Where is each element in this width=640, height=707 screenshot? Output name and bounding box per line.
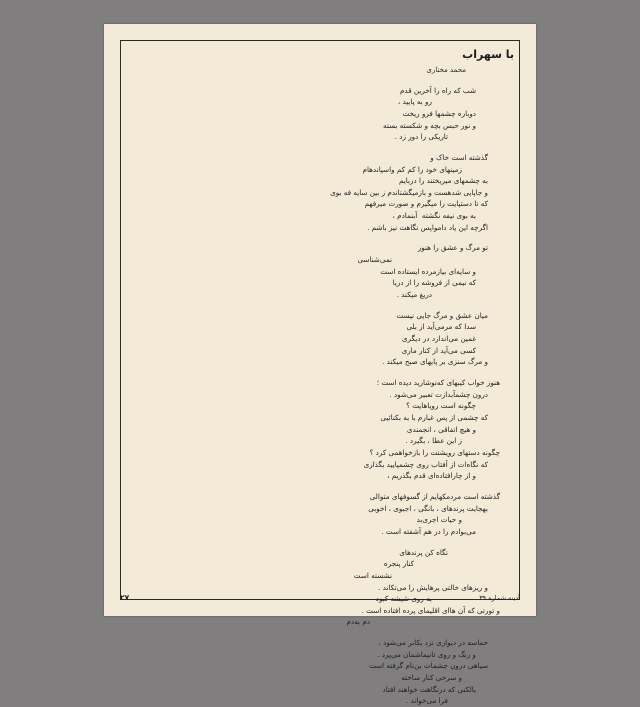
poem-line: درون چشمآبدازت تعبیر می‌شود .	[389, 389, 488, 399]
poem-body	[122, 85, 518, 707]
poem-line: و رنگ و روی تانیماشمان می‌پرد .	[377, 649, 476, 659]
poem-line: گذشته است مردمکهایم از گسوفهای متوالی	[369, 491, 500, 501]
poem-line: سدا که مرمی‌آید از بلی	[406, 322, 476, 332]
poem-stanza	[128, 377, 510, 482]
poem-stanza	[128, 85, 510, 143]
poem-line: نمی‌شناسی	[357, 255, 392, 265]
poem-line: به بوی نیفه‌ نگشته ‌ آبنمادم ،	[392, 211, 476, 221]
poem-stanza	[128, 491, 510, 538]
poem-line: غمین می‌اندازد در دیگری	[401, 334, 476, 344]
poem-line: دریغ میکند .	[396, 290, 432, 300]
poem-line: زمینهای خود را کم کم واسپاندهام	[362, 164, 462, 174]
poem-line: تو مرگ و عشق را هنوز	[417, 243, 488, 253]
poem-line: نشسته است	[353, 570, 392, 580]
poem-line: و تورتی که آن ها‌ای اقلیمای پرده افتاده است .	[361, 605, 500, 615]
poem-line: اگرچه این یاد دامواپس نگاهت نیز باشم .	[367, 222, 488, 232]
poem-author: محمد مختاری	[426, 66, 466, 75]
poem-stanza	[128, 152, 510, 234]
poem-line: چگونه است رویاهایت ؟	[406, 401, 476, 411]
poem-stanza	[128, 242, 510, 300]
poem-line: دوباره چشمها فرو ریخت	[402, 108, 476, 118]
poem-title: با سهراب	[462, 48, 514, 61]
poem-line: چگونه دستهای رویشتت را بازخواهمی کرد ؟	[369, 447, 500, 457]
poem-line: حماسه‌ در دیواری نزد بکابر می‌شود ،	[378, 638, 488, 648]
page-footer	[120, 593, 520, 602]
page-number: ۲۷	[120, 593, 130, 602]
poem-stanza	[128, 310, 510, 368]
poem-line: و سرخی کنار ساخته	[401, 673, 462, 683]
poem-line: و هیچ اتفاقی ، انجمندی	[406, 424, 476, 434]
journal-name: آدینه شماره ۳۹	[479, 594, 520, 602]
poem-line: فرا می‌خواند .	[405, 696, 448, 706]
poem-line: هنوز خواب کیبهای که‌نوشارید دیده است ؛	[376, 378, 500, 388]
poem-line: که نگاه‌ات از آفتاب روی چشمپایید بگذاری	[363, 459, 488, 469]
poem-line: رو به پایید ،	[397, 97, 432, 107]
poem-line: تاریکی را دور زد .	[394, 132, 448, 142]
footer-rule	[122, 587, 518, 588]
poem-line: که تا دستپایت را میگیرم و صورت میرفهم	[364, 199, 488, 209]
poem-line: سیاهی درون چشمات بن‌نام گرفته است	[368, 661, 488, 671]
poem-line: بالکنی که درنگاهت خواهند افتاد	[382, 684, 476, 694]
poem-line: شب که راه را آخرین قدم	[399, 85, 476, 95]
poem-line: ز این عطا ، بگیرد .	[405, 436, 462, 446]
poem-line: و حیات اجری‌بد	[416, 515, 462, 525]
poem-line: نگاه کن پرندهای	[399, 547, 448, 557]
poem-line: و مرگ سنزی بر پایهای صبح میکند .	[382, 357, 488, 367]
poem-line: و سایه‌ای بیازمرده ایستاده است	[380, 266, 476, 276]
poem-line: که نیمی از فروشه را از دریا	[392, 278, 476, 288]
poem-line: میان عشق و مرگ جایی نیست	[396, 310, 488, 320]
poem-line: بهجایت پرندهای ، بانگی ، اجبوی ، اخوبی	[368, 503, 488, 513]
poem-line: به چشمهای میریختند را دربایم	[399, 176, 488, 186]
poem-line: می‌بوادم را در هم آشفته است .	[381, 526, 476, 536]
poem-stanza	[128, 637, 510, 707]
scanned-page	[104, 24, 536, 706]
poem-line: و نور حبس بچه و شکسته بسته	[383, 120, 476, 130]
poem-line: کسی می‌آید از کنار ماری	[401, 345, 476, 355]
poem-line: به روی شیشه‌ کبود	[375, 594, 432, 604]
poem-line: کنار پنجره	[383, 559, 414, 569]
poem-line: که چشمی از پس غبارم با به بکنائیی	[380, 412, 488, 422]
poem-line: و جاپایی شدهست و بازمیگشتاندم ز بین سایه‌ فه بوی	[330, 187, 488, 197]
poem-line: گذشته است خاک و	[430, 152, 488, 162]
poem-line: و ریزهای خالتی پرهایش را می‌تکاند .	[378, 582, 488, 592]
poem-line: و از چارافتاده‌ای قدم بگذریم ،	[387, 471, 476, 481]
poem-line: دم به‌دم	[346, 617, 370, 627]
